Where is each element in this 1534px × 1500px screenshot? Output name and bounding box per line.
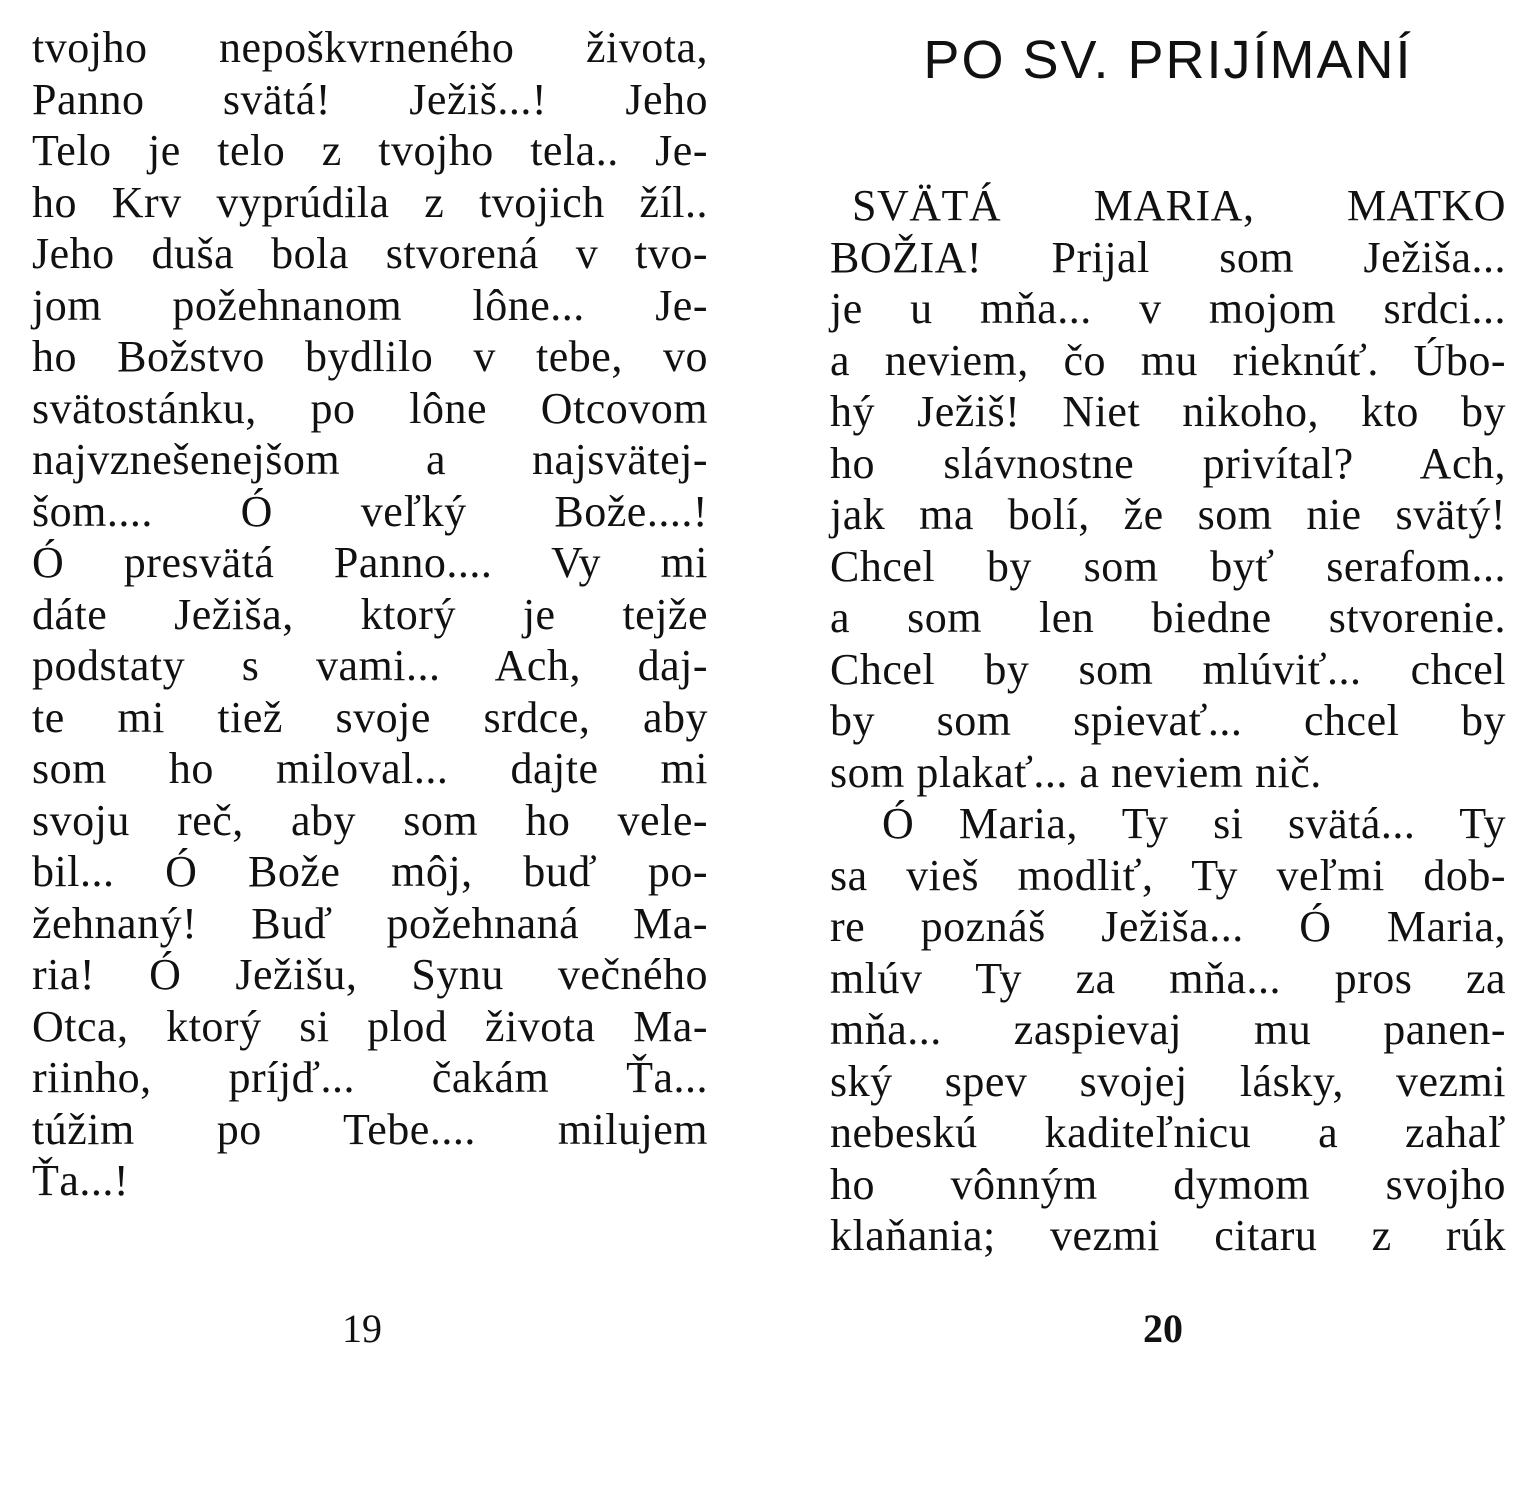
text-line: šom.... Ó veľký Bože....! xyxy=(32,486,708,536)
text-line: mňa... zaspievaj mu panen- xyxy=(830,1005,1506,1054)
text-line: som ho miloval... dajte mi xyxy=(32,744,708,793)
text-line: podstaty s vami... Ach, daj- xyxy=(32,641,708,690)
text-line: SVÄTÁ MARIA, MATKO xyxy=(852,181,1506,230)
page-number: 19 xyxy=(342,1306,382,1351)
text-line: tvojho nepoškvrneného života, xyxy=(32,23,708,72)
text-line: ho vônným dymom svojho xyxy=(830,1159,1506,1209)
text-line: Ó presvätá Panno.... Vy mi xyxy=(32,538,708,587)
left-page-text xyxy=(32,22,708,1207)
text-line: a som len biedne stvorenie. xyxy=(830,593,1506,642)
text-line: klaňania; vezmi citaru z rúk xyxy=(830,1211,1506,1260)
text-line: mlúv Ty za mňa... pros za xyxy=(830,953,1506,1003)
text-line: najvznešenejšom a najsvätej- xyxy=(32,435,708,484)
text-line: ho slávnostne privítal? Ach, xyxy=(830,438,1506,488)
text-line: nebeskú kaditeľnicu a zahaľ xyxy=(830,1108,1506,1157)
text-line: som plakať... a neviem nič. xyxy=(830,747,1322,797)
text-line: Ťa...! xyxy=(32,1156,130,1205)
text-line: Panno svätá! Ježiš...! Jeho xyxy=(32,74,708,124)
text-line: hý Ježiš! Niet nikoho, kto by xyxy=(830,387,1506,436)
text-line: ho Krv vyprúdila z tvojich žíl.. xyxy=(32,177,708,227)
text-line: Ó Maria, Ty si svätá... Ty xyxy=(882,799,1506,848)
text-line: riinho, príjď... čakám Ťa... xyxy=(32,1053,708,1102)
text-line: Otca, ktorý si plod života Ma- xyxy=(32,1001,708,1051)
text-line: Chcel by som mlúviť... chcel xyxy=(830,644,1506,694)
text-line: jak ma bolí, že som nie svätý! xyxy=(830,490,1506,539)
text-line: túžim po Tebe.... milujem xyxy=(32,1104,708,1154)
text-line: je u mňa... v mojom srdci... xyxy=(830,284,1506,333)
page-number: 20 xyxy=(1143,1306,1183,1351)
text-line: ský spev svojej lásky, vezmi xyxy=(830,1056,1506,1106)
text-line: te mi tiež svoje srdce, aby xyxy=(32,692,708,742)
text-line: ho Božstvo bydlilo v tebe, vo xyxy=(32,332,708,381)
text-line: by som spievať... chcel by xyxy=(830,696,1506,745)
text-line: svätostánku, po lône Otcovom xyxy=(32,383,708,433)
right-page-text xyxy=(830,180,1506,1262)
text-line: re poznáš Ježiša... Ó Maria, xyxy=(830,902,1506,951)
text-line: Jeho duša bola stvorená v tvo- xyxy=(32,229,708,278)
text-line: dáte Ježiša, ktorý je tejže xyxy=(32,589,708,639)
text-line: bil... Ó Bože môj, buď po- xyxy=(32,847,708,896)
section-heading: PO SV. PRIJÍMANÍ xyxy=(923,30,1413,90)
text-line: Chcel by som byť serafom... xyxy=(830,541,1506,591)
text-line: ria! Ó Ježišu, Synu večného xyxy=(32,950,708,999)
text-line: jom požehnanom lône... Je- xyxy=(32,280,708,330)
text-line: žehnaný! Buď požehnaná Ma- xyxy=(32,898,708,948)
text-line: a neviem, čo mu rieknúť. Úbo- xyxy=(830,335,1506,385)
text-line: svoju reč, aby som ho vele- xyxy=(32,795,708,845)
text-line: sa vieš modliť, Ty veľmi dob- xyxy=(830,850,1506,900)
text-line: Telo je telo z tvojho tela.. Je- xyxy=(32,126,708,175)
text-line: BOŽIA! Prijal som Ježiša... xyxy=(830,232,1506,282)
